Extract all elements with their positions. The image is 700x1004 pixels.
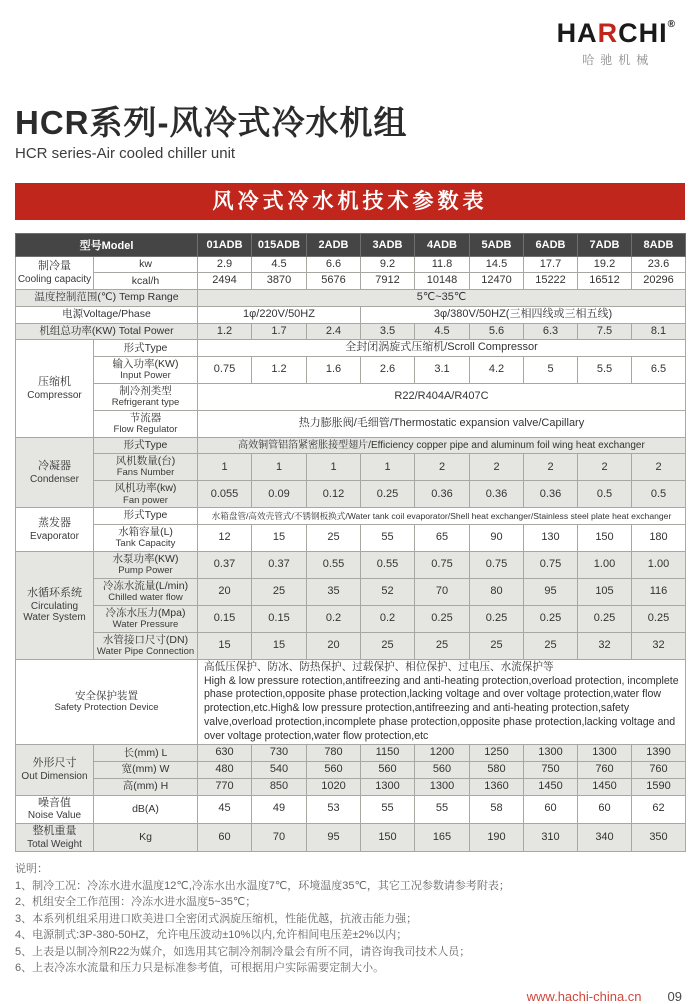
data-cell: 2.4 [307, 323, 361, 340]
note-item: 1、制冷工况：冷冻水进水温度12℃,冷冻水出水温度7℃，环境温度35℃，其它工况参数请参考附表； [15, 879, 510, 892]
data-cell: 165 [415, 823, 470, 851]
data-cell: 0.12 [307, 481, 361, 508]
data-cell: 4.5 [415, 323, 470, 340]
data-cell: 全封闭涡旋式压缩机/Scroll Compressor [198, 340, 686, 357]
data-cell: 1.2 [252, 357, 307, 384]
data-cell: 23.6 [632, 256, 686, 273]
notes-section [15, 861, 685, 977]
data-cell: 1.2 [198, 323, 252, 340]
data-cell: 1.00 [632, 551, 686, 578]
data-cell: 热力膨胀阀/毛细管/Thermostatic expansion valve/Capillary [198, 411, 686, 438]
row-label: 温度控制范围(℃) Temp Range [16, 290, 198, 307]
data-cell: 70 [415, 578, 470, 605]
note-item: 3、本系列机组采用进口欧美进口全密闭式涡旋压缩机，性能优越，抗液击能力强； [15, 912, 418, 925]
row-label: 安全保护装置 Safety Protection Device [16, 659, 198, 745]
notes-list [15, 878, 685, 977]
data-cell: 3.5 [361, 323, 415, 340]
data-cell: 0.25 [524, 605, 578, 632]
table-row [16, 745, 686, 762]
data-cell: 0.37 [252, 551, 307, 578]
data-cell: 0.75 [524, 551, 578, 578]
data-cell: 1 [252, 454, 307, 481]
group-cell: 噪音值 Noise Value [16, 795, 94, 823]
model-header-cell: 3ADB [361, 233, 415, 256]
data-cell: 6.6 [307, 256, 361, 273]
data-cell: 0.75 [470, 551, 524, 578]
section-banner: 风冷式冷水机技术参数表 [15, 183, 685, 220]
data-cell: 0.5 [578, 481, 632, 508]
data-cell: 2.6 [361, 357, 415, 384]
data-cell: 0.25 [361, 481, 415, 508]
data-cell: 0.55 [307, 551, 361, 578]
model-header-cell: 8ADB [632, 233, 686, 256]
table-row [16, 778, 686, 795]
table-row [16, 762, 686, 779]
data-cell: 1 [198, 454, 252, 481]
data-cell: 540 [252, 762, 307, 779]
row-label: 水泵功率(KW) Pump Power [94, 551, 198, 578]
data-cell: 5.5 [578, 357, 632, 384]
data-cell: 70 [252, 823, 307, 851]
row-label: 电源Voltage/Phase [16, 306, 198, 323]
data-cell: 25 [307, 524, 361, 551]
page-title: HCR系列-风冷式冷水机组 [15, 104, 408, 141]
data-cell: 2 [632, 454, 686, 481]
data-cell: 1450 [578, 778, 632, 795]
group-cell: 蒸发器 Evaporator [16, 508, 94, 551]
data-cell: 6.3 [524, 323, 578, 340]
table-row [16, 823, 686, 851]
data-cell: 0.25 [415, 605, 470, 632]
table-row [16, 578, 686, 605]
data-cell: 560 [361, 762, 415, 779]
model-header-cell: 7ADB [578, 233, 632, 256]
model-header-cell: 015ADB [252, 233, 307, 256]
data-cell: 340 [578, 823, 632, 851]
table-row [16, 256, 686, 273]
data-cell: 1 [361, 454, 415, 481]
data-cell: 0.36 [415, 481, 470, 508]
data-cell: 560 [307, 762, 361, 779]
data-cell: 1200 [415, 745, 470, 762]
brand-part1: HA [556, 18, 598, 48]
data-cell: 150 [578, 524, 632, 551]
data-cell: 116 [632, 578, 686, 605]
data-cell: 1020 [307, 778, 361, 795]
data-cell: 32 [632, 632, 686, 659]
data-cell: 2 [524, 454, 578, 481]
table-row [16, 340, 686, 357]
data-cell: 49 [252, 795, 307, 823]
data-cell: 0.5 [632, 481, 686, 508]
row-label: 形式Type [94, 508, 198, 524]
data-cell: 95 [524, 578, 578, 605]
data-cell: 95 [307, 823, 361, 851]
data-cell: 150 [361, 823, 415, 851]
data-cell: 105 [578, 578, 632, 605]
data-cell: R22/R404A/R407C [198, 384, 686, 411]
table-row [16, 306, 686, 323]
data-cell: 55 [361, 795, 415, 823]
data-cell: 750 [524, 762, 578, 779]
data-cell: 10148 [415, 273, 470, 290]
table-row [16, 659, 686, 745]
data-cell: 1300 [578, 745, 632, 762]
data-cell: 580 [470, 762, 524, 779]
data-cell: 0.2 [307, 605, 361, 632]
data-cell: 630 [198, 745, 252, 762]
data-cell: 90 [470, 524, 524, 551]
data-cell: 0.75 [198, 357, 252, 384]
data-cell: 11.8 [415, 256, 470, 273]
brand-part2: CHI [618, 18, 668, 48]
model-header-label: 型号Model [16, 233, 198, 256]
model-header-cell: 4ADB [415, 233, 470, 256]
data-cell: 850 [252, 778, 307, 795]
data-cell: 19.2 [578, 256, 632, 273]
data-cell: 1590 [632, 778, 686, 795]
group-cell: 压缩机 Compressor [16, 340, 94, 438]
table-header-row [16, 233, 686, 256]
data-cell: 3870 [252, 273, 307, 290]
group-cell: 制冷量 Cooling capacity [16, 256, 94, 290]
data-cell: 53 [307, 795, 361, 823]
group-cell: 冷凝器 Condenser [16, 438, 94, 508]
note-item: 6、上表冷冻水流量和压力只是标准参考值，可根据用户实际需要定制大小。 [15, 962, 385, 975]
website-url[interactable]: www.hachi-china.cn [526, 989, 642, 1004]
data-cell: 480 [198, 762, 252, 779]
data-cell: 25 [361, 632, 415, 659]
data-cell: 780 [307, 745, 361, 762]
data-cell: 0.25 [470, 605, 524, 632]
brand-chinese-name: 哈驰机械 [582, 53, 655, 67]
row-label: 高(mm) H [94, 778, 198, 795]
data-cell: 1 [307, 454, 361, 481]
model-header-cell: 5ADB [470, 233, 524, 256]
data-cell: 35 [307, 578, 361, 605]
data-cell: 60 [524, 795, 578, 823]
model-header-cell: 01ADB [198, 233, 252, 256]
data-cell: 0.055 [198, 481, 252, 508]
data-cell: 2 [415, 454, 470, 481]
data-cell: 12470 [470, 273, 524, 290]
data-cell: 770 [198, 778, 252, 795]
data-cell: 1φ/220V/50HZ [198, 306, 361, 323]
data-cell: 20 [198, 578, 252, 605]
row-label: 水箱容量(L) Tank Capacity [94, 524, 198, 551]
data-cell: 17.7 [524, 256, 578, 273]
data-cell: 1.00 [578, 551, 632, 578]
data-cell: 25 [415, 632, 470, 659]
data-cell: 25 [470, 632, 524, 659]
data-cell: 12 [198, 524, 252, 551]
row-label: 宽(mm) W [94, 762, 198, 779]
data-cell: 0.2 [361, 605, 415, 632]
data-cell: 45 [198, 795, 252, 823]
data-cell: 7.5 [578, 323, 632, 340]
data-cell: 32 [578, 632, 632, 659]
row-label: 风机数量(台) Fans Number [94, 454, 198, 481]
data-cell: 760 [632, 762, 686, 779]
data-cell: 3.1 [415, 357, 470, 384]
data-cell: 2 [578, 454, 632, 481]
row-label: 输入功率(KW) Input Power [94, 357, 198, 384]
row-label: 机组总功率(KW) Total Power [16, 323, 198, 340]
data-cell: 0.25 [632, 605, 686, 632]
harchi-logo [557, 20, 676, 68]
data-cell: 350 [632, 823, 686, 851]
data-cell: 0.25 [578, 605, 632, 632]
data-cell: 1300 [361, 778, 415, 795]
data-cell: 25 [524, 632, 578, 659]
table-row [16, 273, 686, 290]
data-cell: 5676 [307, 273, 361, 290]
data-cell: 4.5 [252, 256, 307, 273]
data-cell: 0.36 [524, 481, 578, 508]
table-row [16, 508, 686, 524]
data-cell: 180 [632, 524, 686, 551]
data-cell: 60 [198, 823, 252, 851]
data-cell: 0.36 [470, 481, 524, 508]
data-cell: 55 [415, 795, 470, 823]
data-cell: 1360 [470, 778, 524, 795]
note-item: 2、机组安全工作范围：冷冻水进水温度5~35℃； [15, 896, 257, 909]
data-cell: 水箱盘管/高效壳管式/不锈钢板换式/Water tank coil evaporator/Shell heat exchanger/Stainless steel plate heat exchanger [198, 508, 686, 524]
data-cell: 1.7 [252, 323, 307, 340]
data-cell: 65 [415, 524, 470, 551]
data-cell: 16512 [578, 273, 632, 290]
model-header-cell: 6ADB [524, 233, 578, 256]
registered-mark: ® [667, 19, 676, 30]
table-row [16, 454, 686, 481]
data-cell: 560 [415, 762, 470, 779]
row-label: 制冷剂类型 Refrigerant type [94, 384, 198, 411]
row-label: 水管接口尺寸(DN) Water Pipe Connection [94, 632, 198, 659]
row-label: 长(mm) L [94, 745, 198, 762]
data-cell: 2.9 [198, 256, 252, 273]
data-cell: 0.15 [198, 605, 252, 632]
model-header-cell: 2ADB [307, 233, 361, 256]
data-cell: 5℃~35℃ [198, 290, 686, 307]
data-cell: 58 [470, 795, 524, 823]
data-cell: 0.09 [252, 481, 307, 508]
brand-wordmark [557, 20, 676, 47]
table-row [16, 384, 686, 411]
row-label: kcal/h [94, 273, 198, 290]
data-cell: 62 [632, 795, 686, 823]
data-cell: 2494 [198, 273, 252, 290]
page-footer [527, 989, 682, 1004]
row-label: 形式Type [94, 340, 198, 357]
data-cell: 80 [470, 578, 524, 605]
notes-heading: 说明： [15, 863, 48, 876]
data-cell: 190 [470, 823, 524, 851]
table-row [16, 290, 686, 307]
data-cell: 9.2 [361, 256, 415, 273]
row-label: 冷冻水压力(Mpa) Water Pressure [94, 605, 198, 632]
data-cell: 1300 [415, 778, 470, 795]
table-row [16, 795, 686, 823]
data-cell: 5 [524, 357, 578, 384]
brand-accent-letter: R [597, 18, 619, 48]
row-label: 风机功率(kw) Fan power [94, 481, 198, 508]
data-cell: 1450 [524, 778, 578, 795]
data-cell: 0.37 [198, 551, 252, 578]
page-number: 09 [667, 989, 682, 1004]
row-label: kw [94, 256, 198, 273]
row-label: Kg [94, 823, 198, 851]
table-row [16, 481, 686, 508]
data-cell: 730 [252, 745, 307, 762]
data-cell: 0.75 [415, 551, 470, 578]
spec-table [15, 233, 686, 853]
data-cell: 55 [361, 524, 415, 551]
table-row [16, 357, 686, 384]
data-cell: 20 [307, 632, 361, 659]
data-cell: 4.2 [470, 357, 524, 384]
row-label: 形式Type [94, 438, 198, 454]
data-cell: 52 [361, 578, 415, 605]
table-row [16, 323, 686, 340]
data-cell: 15222 [524, 273, 578, 290]
group-cell: 水循环系统 Circulating Water System [16, 551, 94, 659]
row-label: 节流器 Flow Regulator [94, 411, 198, 438]
data-cell: 20296 [632, 273, 686, 290]
table-row [16, 438, 686, 454]
group-cell: 外形尺寸 Out Dimension [16, 745, 94, 795]
row-label: dB(A) [94, 795, 198, 823]
data-cell: 1.6 [307, 357, 361, 384]
note-item: 5、上表是以制冷剂R22为媒介，如选用其它制冷剂制冷量会有所不同，请咨询我司技术人员； [15, 945, 471, 958]
data-cell: 8.1 [632, 323, 686, 340]
table-row [16, 411, 686, 438]
row-label: 冷冻水流量(L/min) Chilled water flow [94, 578, 198, 605]
table-row [16, 632, 686, 659]
data-cell: 6.5 [632, 357, 686, 384]
data-cell: 2 [470, 454, 524, 481]
data-cell: 高效铜管铝箔紧密胀接型翅片/Efficiency copper pipe and aluminum foil wing heat exchanger [198, 438, 686, 454]
data-cell: 25 [252, 578, 307, 605]
data-cell: 1300 [524, 745, 578, 762]
table-row [16, 605, 686, 632]
data-cell: 5.6 [470, 323, 524, 340]
data-cell: 15 [252, 632, 307, 659]
data-cell: 3φ/380V/50HZ(三相四线或三相五线) [361, 306, 686, 323]
data-cell: 高低压保护、防冰、防热保护、过载保护、相位保护、过电压、水流保护等 High & low pressure rotection,antifreezing and anti-heating protection,overload protection, incomplete phase protection,opposite phase protection,lacking voltage and over voltage protection,water flow protection,etc.High& low pressure protection,antifreezing and anti-heating protection,safety valve,overload protection,incomplete phase protection,opposite phase protection,lacking voltage and over voltage protection,water flow protection,etc [198, 659, 686, 745]
data-cell: 1150 [361, 745, 415, 762]
data-cell: 15 [198, 632, 252, 659]
group-cell: 整机重量 Total Weight [16, 823, 94, 851]
note-item: 4、电源制式:3P-380-50HZ，允许电压波动±10%以内,允许相间电压差±2%以内； [15, 929, 408, 942]
table-row [16, 524, 686, 551]
data-cell: 1250 [470, 745, 524, 762]
data-cell: 60 [578, 795, 632, 823]
data-cell: 310 [524, 823, 578, 851]
data-cell: 760 [578, 762, 632, 779]
data-cell: 0.55 [361, 551, 415, 578]
data-cell: 15 [252, 524, 307, 551]
data-cell: 1390 [632, 745, 686, 762]
data-cell: 7912 [361, 273, 415, 290]
table-row [16, 551, 686, 578]
data-cell: 0.15 [252, 605, 307, 632]
data-cell: 130 [524, 524, 578, 551]
page-subtitle: HCR series-Air cooled chiller unit [15, 144, 236, 162]
data-cell: 14.5 [470, 256, 524, 273]
